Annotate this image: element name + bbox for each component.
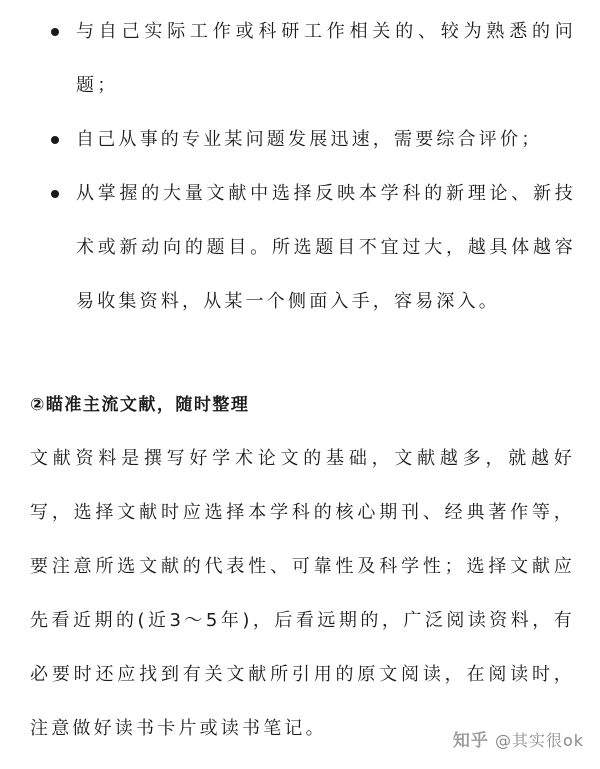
- list-item-text: 自己从事的专业某问题发展迅速，需要综合评价；: [76, 129, 543, 150]
- list-item-text: 与自己实际工作或科研工作相关的、较为熟悉的问题；: [76, 21, 576, 96]
- bullet-dot-icon: [51, 136, 59, 144]
- bullet-dot-icon: [51, 28, 59, 36]
- list-item: [0, 5, 600, 113]
- watermark-brand: 知乎: [452, 731, 489, 751]
- section-heading: ②瞄准主流文献，随时整理: [30, 395, 250, 415]
- bullet-dot-icon: [51, 190, 59, 198]
- list-item: [0, 113, 600, 167]
- watermark: [453, 731, 584, 751]
- section-paragraph: 文献资料是撰写好学术论文的基础，文献越多，就越好写，选择文献时应选择本学科的核心期刊、经典著作等，要注意所选文献的代表性、可靠性及科学性；选择文献应先看近期的(近3～5年)，后看远期的，广泛阅读资料，有必要时还应找到有关文献所引用的原文阅读，在阅读时，注意做好读书卡片或读书笔记。: [30, 448, 575, 739]
- list-item-text: 从掌握的大量文献中选择反映本学科的新理论、新技术或新动向的题目。所选题目不宜过大，越具体越容易收集资料，从某一个侧面入手，容易深入。: [76, 183, 576, 312]
- watermark-author: @其实很ok: [494, 731, 584, 750]
- list-item: [0, 167, 600, 329]
